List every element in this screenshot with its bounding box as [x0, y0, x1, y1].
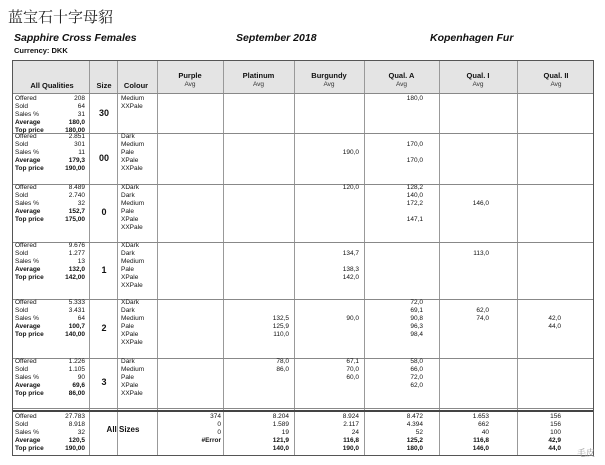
stat-label: Top price	[15, 274, 44, 281]
cell-value: 62,0	[476, 307, 489, 314]
total-cell-value: 1.589	[272, 421, 289, 428]
colour-label: XDark	[121, 184, 140, 191]
grid-vline	[364, 61, 365, 455]
colour-label: Dark	[121, 250, 135, 257]
colour-label: XXPale	[121, 103, 143, 110]
header-divider	[13, 93, 593, 94]
stat-label: Average	[15, 266, 41, 273]
stat-label: Top price	[15, 127, 44, 134]
total-stat-label: Sales %	[15, 429, 39, 436]
stat-label: Sales %	[15, 149, 39, 156]
colour-label: Medium	[121, 95, 145, 102]
stat-label: Top price	[15, 390, 44, 397]
cell-value: 67,1	[346, 358, 359, 365]
grid-vline	[439, 61, 440, 455]
grid-vline	[157, 61, 158, 455]
total-stat-label: Sold	[15, 421, 29, 428]
cell-value: 140,0	[406, 192, 423, 199]
stat-value: 1.226	[68, 358, 85, 365]
colour-label: Dark	[121, 192, 135, 199]
colour-label: XXPale	[121, 282, 143, 289]
total-cell-value: 140,0	[272, 445, 289, 452]
colour-label: Pale	[121, 208, 135, 215]
cell-value: 110,0	[273, 331, 289, 338]
stat-value: 180,0	[68, 119, 85, 126]
cell-value: 44,0	[548, 323, 561, 330]
colour-label: XXPale	[121, 224, 143, 231]
cell-value: 170,0	[406, 157, 423, 164]
sales-table	[12, 60, 594, 456]
stat-label: Offered	[15, 95, 37, 102]
cell-value: 62,0	[410, 382, 423, 389]
stat-value: 1.105	[68, 366, 85, 373]
cell-value: 147,1	[406, 216, 423, 223]
stat-label: Sold	[15, 192, 29, 199]
stat-label: Average	[15, 119, 41, 126]
grid-vline	[517, 61, 518, 455]
total-cell-value: 0	[217, 421, 221, 428]
stat-label: Sales %	[15, 374, 39, 381]
cell-value: 146,0	[472, 200, 489, 207]
total-stat-label: Average	[15, 437, 41, 444]
cell-value: 170,0	[406, 141, 423, 148]
total-cell-value: 2.117	[343, 421, 359, 428]
total-cell-value: 19	[281, 429, 289, 436]
stat-value: 140,00	[65, 331, 85, 338]
total-stat-value: 120,5	[68, 437, 85, 444]
total-cell-value: 146,0	[472, 445, 489, 452]
cell-value: 66,0	[410, 366, 423, 373]
stat-label: Offered	[15, 184, 37, 191]
row-divider	[13, 242, 593, 243]
all-sizes-label: All Sizes	[106, 425, 140, 434]
cell-value: 128,2	[406, 184, 423, 191]
stat-value: 179,3	[68, 157, 85, 164]
stat-value: 90	[77, 374, 85, 381]
cell-value: 98,4	[410, 331, 423, 338]
stat-label: Sold	[15, 103, 29, 110]
stat-label: Offered	[15, 299, 37, 306]
header-avg-label: Avg	[395, 81, 408, 88]
colour-label: Pale	[121, 323, 135, 330]
header-avg-label: Avg	[323, 81, 335, 88]
size-label: 00	[98, 152, 109, 163]
cell-value: 190,0	[342, 149, 359, 156]
header-all-qualities: All Qualities	[30, 81, 74, 90]
total-cell-value: 125,2	[406, 437, 423, 444]
colour-label: Medium	[121, 315, 145, 322]
colour-label: Medium	[121, 258, 145, 265]
row-divider	[13, 133, 593, 134]
stat-value: 3.431	[68, 307, 85, 314]
total-stat-value: 8.918	[68, 421, 85, 428]
stat-label: Top price	[15, 331, 44, 338]
currency-label: Currency: DKK	[14, 46, 68, 55]
cell-value: 120,0	[342, 184, 359, 191]
header-avg-label: Avg	[252, 81, 265, 88]
cell-value: 70,0	[346, 366, 359, 373]
colour-label: Pale	[121, 266, 135, 273]
cell-value: 60,0	[346, 374, 359, 381]
cell-value: 69,1	[410, 307, 423, 314]
cell-value: 72,0	[410, 374, 423, 381]
stat-value: 13	[77, 258, 85, 265]
cell-value: 125,9	[272, 323, 289, 330]
cell-value: 72,0	[410, 299, 423, 306]
stat-value: 69,6	[72, 382, 85, 389]
colour-label: Pale	[121, 149, 135, 156]
cell-value: 134,7	[342, 250, 359, 257]
stat-label: Average	[15, 382, 41, 389]
stat-label: Top price	[15, 165, 44, 172]
stat-label: Sold	[15, 141, 29, 148]
report-title: Sapphire Cross Females	[14, 32, 137, 44]
total-cell-value: 190,0	[342, 445, 359, 452]
stat-value: 190,00	[65, 165, 85, 172]
total-cell-value: 8.924	[342, 413, 359, 420]
stat-value: 180,00	[65, 127, 85, 134]
cell-value: 138,3	[342, 266, 359, 273]
colour-label: XXPale	[121, 390, 143, 397]
stat-value: 32	[77, 200, 85, 207]
total-cell-value: 121,9	[272, 437, 289, 444]
row-divider	[13, 184, 593, 185]
stat-label: Average	[15, 208, 41, 215]
stat-value: 64	[77, 103, 85, 110]
row-divider	[13, 408, 593, 409]
total-cell-value: 180,0	[406, 445, 423, 452]
colour-label: Medium	[121, 200, 145, 207]
stat-value: 9.676	[68, 242, 85, 249]
total-stat-value: 190,00	[65, 445, 85, 452]
cell-value: 96,3	[410, 323, 423, 330]
header-qual-ii: Qual. II	[543, 71, 569, 80]
cell-value: 58,0	[410, 358, 423, 365]
row-divider	[13, 299, 593, 300]
stat-value: 152,7	[68, 208, 85, 215]
stat-value: 11	[78, 149, 85, 156]
total-cell-value: 116,8	[473, 437, 489, 444]
stat-label: Average	[15, 157, 41, 164]
total-cell-value: 24	[351, 429, 359, 436]
stat-label: Sold	[15, 250, 29, 257]
stat-value: 2.740	[68, 192, 85, 199]
total-cell-value: 100	[550, 429, 561, 436]
stat-label: Offered	[15, 358, 37, 365]
total-cell-value: 156	[550, 413, 561, 420]
colour-label: Pale	[121, 374, 135, 381]
cell-value: 132,5	[272, 315, 289, 322]
row-divider	[13, 358, 593, 359]
stat-value: 142,00	[65, 274, 85, 281]
size-label: 0	[101, 207, 107, 217]
colour-label: Dark	[121, 307, 135, 314]
total-cell-value: 42,9	[548, 437, 561, 444]
stat-value: 64	[77, 315, 85, 322]
cell-value: 42,0	[548, 315, 561, 322]
size-label: 3	[101, 377, 107, 387]
stat-label: Sales %	[15, 315, 39, 322]
header-qual-i: Qual. I	[466, 71, 490, 80]
report-period: September 2018	[236, 32, 317, 44]
total-stat-label: Offered	[15, 413, 37, 420]
total-cell-value: #Error	[201, 437, 221, 444]
total-cell-value: 662	[478, 421, 489, 428]
stat-label: Top price	[15, 216, 44, 223]
cell-value: 172,2	[406, 200, 423, 207]
colour-label: XXPale	[121, 165, 143, 172]
total-cell-value: 40	[481, 429, 489, 436]
total-cell-value: 8.204	[272, 413, 289, 420]
total-cell-value: 0	[217, 429, 221, 436]
total-cell-value: 1.653	[472, 413, 489, 420]
page-title: 蓝宝石十字母貂	[8, 8, 114, 26]
stat-label: Sales %	[15, 258, 39, 265]
colour-label: XPale	[121, 157, 139, 164]
stat-label: Sales %	[15, 111, 39, 118]
header-avg-label: Avg	[184, 81, 196, 88]
grid-vline	[117, 61, 118, 455]
watermark: 毛皮	[576, 449, 595, 459]
colour-label: XPale	[121, 382, 139, 389]
header-avg-label: Avg	[550, 81, 562, 88]
totals-divider	[13, 410, 593, 412]
colour-label: XDark	[121, 242, 140, 249]
colour-label: Medium	[121, 366, 145, 373]
cell-value: 180,0	[406, 95, 423, 102]
colour-label: XPale	[121, 274, 139, 281]
stat-value: 301	[74, 141, 85, 148]
total-cell-value: 52	[415, 429, 423, 436]
stat-value: 2.851	[68, 133, 85, 140]
grid-vline	[294, 61, 295, 455]
header-burgundy: Burgundy	[311, 71, 347, 80]
header-platinum: Platinum	[242, 71, 275, 80]
total-cell-value: 4.394	[406, 421, 423, 428]
stat-value: 100,7	[68, 323, 85, 330]
size-label: 2	[101, 322, 107, 333]
stat-value: 1.277	[68, 250, 85, 257]
stat-label: Sales %	[15, 200, 39, 207]
cell-value: 78,0	[276, 358, 289, 365]
stat-value: 175,00	[65, 216, 85, 223]
header-purple: Purple	[178, 71, 202, 80]
stat-label: Offered	[15, 133, 37, 140]
stat-value: 5.333	[68, 299, 85, 306]
total-cell-value: 116,8	[343, 437, 359, 444]
header-avg-label: Avg	[472, 81, 484, 88]
total-stat-label: Top price	[15, 445, 44, 452]
colour-label: Dark	[121, 358, 135, 365]
grid-vline	[89, 61, 90, 455]
colour-label: XPale	[121, 216, 139, 223]
cell-value: 142,0	[342, 274, 359, 281]
cell-value: 90,8	[410, 315, 423, 322]
stat-value: 208	[74, 95, 85, 102]
size-label: 30	[98, 108, 109, 118]
header-qual-a: Qual. A	[388, 71, 415, 80]
cell-value: 86,0	[276, 366, 289, 373]
cell-value: 113,0	[473, 250, 489, 257]
grid-vline	[223, 61, 224, 455]
colour-label: Dark	[121, 133, 135, 140]
stat-value: 31	[77, 111, 85, 118]
auction-house: Kopenhagen Fur	[430, 32, 514, 44]
cell-value: 74,0	[476, 315, 489, 322]
cell-value: 90,0	[346, 315, 359, 322]
header-size: Size	[96, 81, 112, 90]
stat-label: Sold	[15, 307, 29, 314]
size-label: 1	[101, 264, 107, 275]
total-stat-value: 27.783	[65, 413, 85, 420]
colour-label: XDark	[121, 299, 140, 306]
colour-label: XPale	[121, 331, 139, 338]
total-stat-value: 32	[77, 429, 85, 436]
header-colour: Colour	[123, 81, 149, 90]
stat-label: Average	[15, 323, 41, 330]
total-cell-value: 374	[210, 413, 221, 420]
colour-label: XXPale	[121, 339, 143, 346]
stat-value: 132,0	[68, 266, 85, 273]
total-cell-value: 44,0	[548, 445, 561, 452]
stat-value: 86,00	[68, 390, 85, 397]
total-cell-value: 156	[550, 421, 561, 428]
colour-label: Medium	[121, 141, 145, 148]
total-cell-value: 8.472	[406, 413, 423, 420]
stat-label: Sold	[15, 366, 29, 373]
stat-label: Offered	[15, 242, 37, 249]
stat-value: 8.489	[68, 184, 85, 191]
